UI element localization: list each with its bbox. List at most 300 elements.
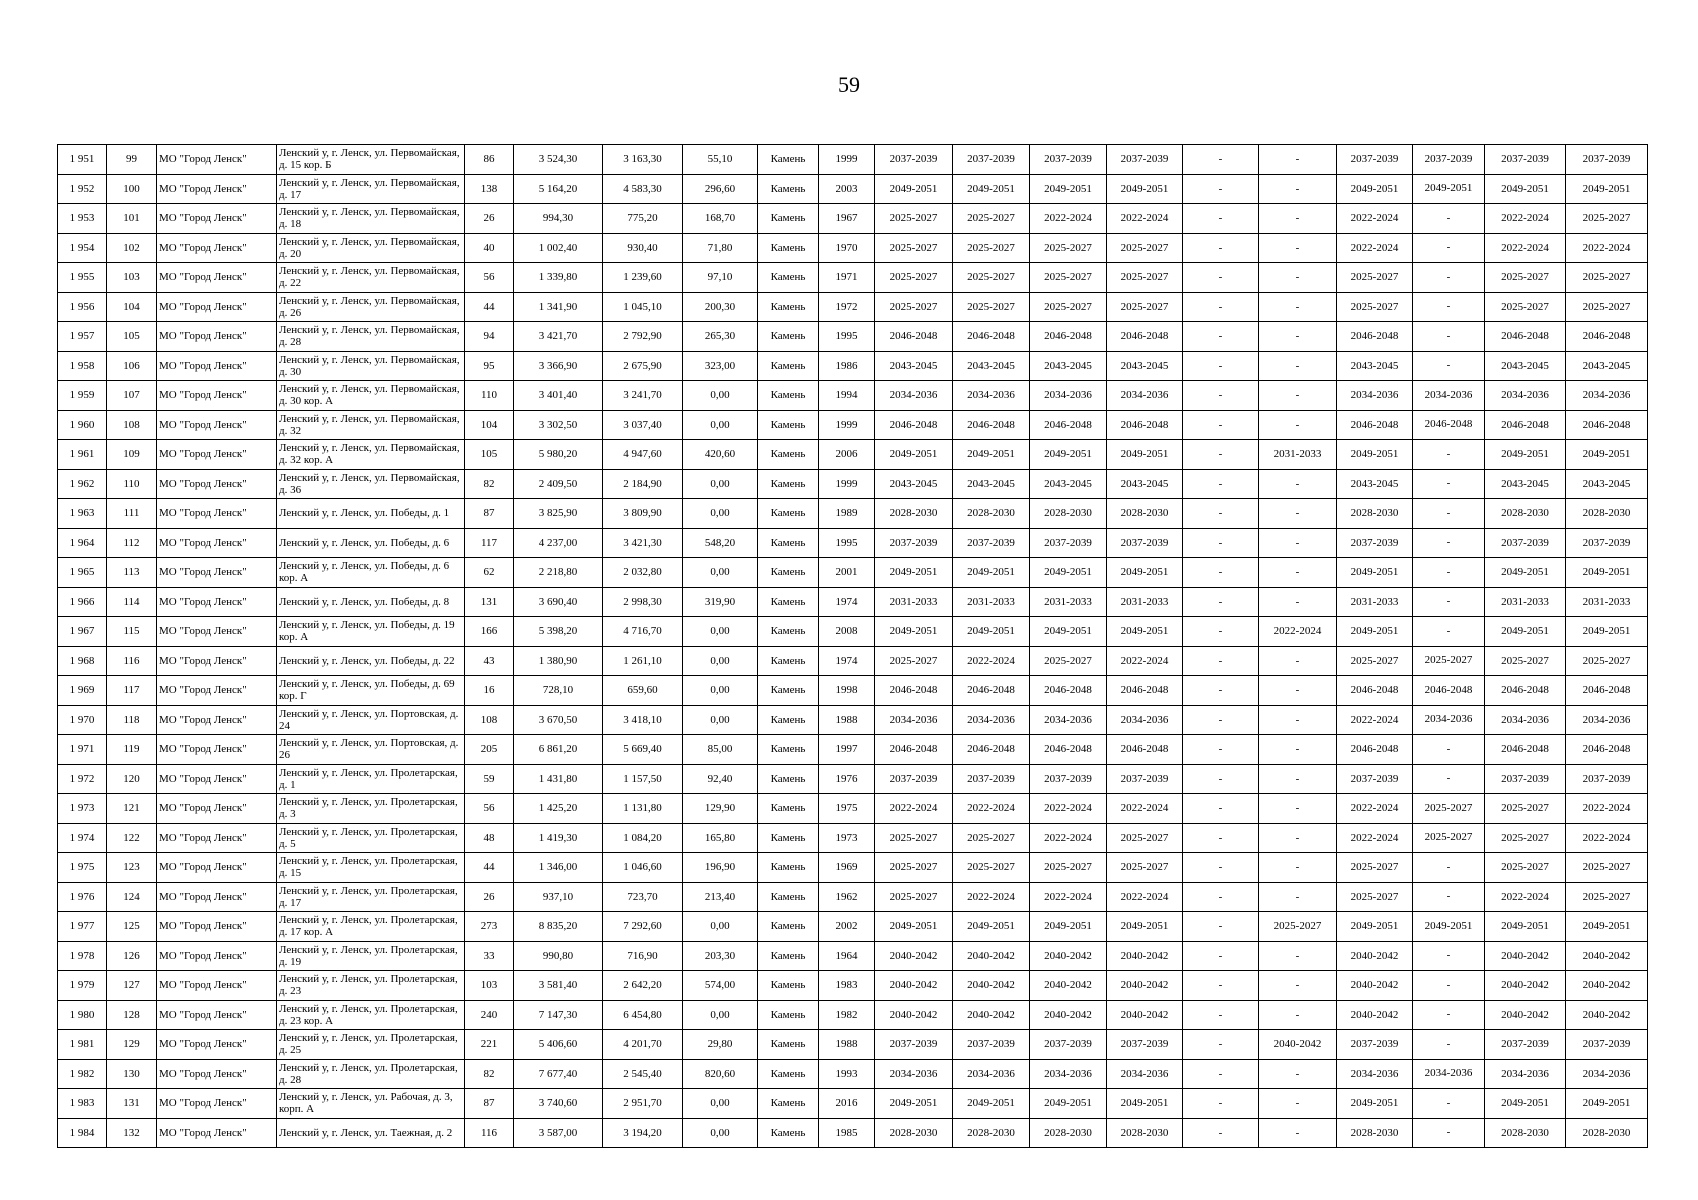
item-number-cell: 104 [107,292,157,322]
wall-material-cell: Камень [758,440,819,470]
address-cell: Ленский у, г. Ленск, ул. Победы, д. 1 [277,499,465,529]
municipality-cell: МО "Город Ленск" [157,1000,277,1030]
build-year-cell: 1974 [819,646,875,676]
period-sewerage-cell: 2049-2051 [1485,1089,1566,1119]
period-foundation-cell: 2025-2027 [1030,233,1107,263]
period-electricity-cell: 2028-2030 [1566,499,1648,529]
build-year-cell: 1995 [819,322,875,352]
total-area-cell: 3 421,70 [514,322,603,352]
period-cold-water-cell: 2043-2045 [1337,351,1413,381]
residents-cell: 94 [465,322,514,352]
residents-cell: 44 [465,853,514,883]
wall-material-cell: Камень [758,853,819,883]
residents-cell: 43 [465,646,514,676]
period-facade-cell: 2040-2042 [953,941,1030,971]
nonresidential-area-cell: 85,00 [683,735,758,765]
period-heating-cell: - [1259,292,1337,322]
period-electricity-cell: 2037-2039 [1566,145,1648,175]
period-facade-cell: 2046-2048 [953,676,1030,706]
living-area-cell: 1 239,60 [603,263,683,293]
wall-material-cell: Камень [758,292,819,322]
total-area-cell: 1 339,80 [514,263,603,293]
table-row [58,145,1648,175]
row-number-cell: 1 955 [58,263,107,293]
period-facade-cell: 2037-2039 [953,1030,1030,1060]
wall-material-cell: Камень [758,941,819,971]
total-area-cell: 1 425,20 [514,794,603,824]
residents-cell: 108 [465,705,514,735]
period-roof-cell: 2049-2051 [875,617,953,647]
period-roof-cell: 2037-2039 [875,145,953,175]
item-number-cell: 105 [107,322,157,352]
total-area-cell: 5 406,60 [514,1030,603,1060]
period-roof-cell: 2034-2036 [875,381,953,411]
item-number-cell: 101 [107,204,157,234]
row-number-cell: 1 970 [58,705,107,735]
period-elevator-cell: - [1183,381,1259,411]
period-cold-water-cell: 2046-2048 [1337,676,1413,706]
period-basement-cell: 2037-2039 [1107,1030,1183,1060]
nonresidential-area-cell: 323,00 [683,351,758,381]
address-cell: Ленский у, г. Ленск, ул. Пролетарская, д. 15 [277,853,465,883]
row-number-cell: 1 951 [58,145,107,175]
period-heating-cell: - [1259,882,1337,912]
period-hot-water-cell: - [1413,617,1485,647]
build-year-cell: 1972 [819,292,875,322]
period-hot-water-cell: - [1413,1000,1485,1030]
period-basement-cell: 2049-2051 [1107,440,1183,470]
build-year-cell: 1975 [819,794,875,824]
period-electricity-cell: 2049-2051 [1566,912,1648,942]
period-facade-cell: 2031-2033 [953,587,1030,617]
municipality-cell: МО "Город Ленск" [157,941,277,971]
period-hot-water-cell: 2037-2039 [1413,145,1485,175]
period-electricity-cell: 2046-2048 [1566,410,1648,440]
municipality-cell: МО "Город Ленск" [157,499,277,529]
period-roof-cell: 2043-2045 [875,469,953,499]
period-elevator-cell: - [1183,587,1259,617]
period-roof-cell: 2025-2027 [875,823,953,853]
period-heating-cell: - [1259,941,1337,971]
period-cold-water-cell: 2025-2027 [1337,646,1413,676]
total-area-cell: 5 980,20 [514,440,603,470]
period-foundation-cell: 2049-2051 [1030,1089,1107,1119]
period-roof-cell: 2025-2027 [875,646,953,676]
wall-material-cell: Камень [758,351,819,381]
municipality-cell: МО "Город Ленск" [157,646,277,676]
period-elevator-cell: - [1183,1118,1259,1148]
period-roof-cell: 2025-2027 [875,882,953,912]
period-roof-cell: 2049-2051 [875,912,953,942]
build-year-cell: 1964 [819,941,875,971]
wall-material-cell: Камень [758,174,819,204]
wall-material-cell: Камень [758,410,819,440]
municipality-cell: МО "Город Ленск" [157,322,277,352]
period-facade-cell: 2025-2027 [953,233,1030,263]
residents-cell: 56 [465,263,514,293]
nonresidential-area-cell: 165,80 [683,823,758,853]
table-row [58,735,1648,765]
period-cold-water-cell: 2028-2030 [1337,1118,1413,1148]
period-heating-cell: - [1259,233,1337,263]
period-sewerage-cell: 2028-2030 [1485,499,1566,529]
municipality-cell: МО "Город Ленск" [157,1059,277,1089]
address-cell: Ленский у, г. Ленск, ул. Таежная, д. 2 [277,1118,465,1148]
period-elevator-cell: - [1183,204,1259,234]
residents-cell: 48 [465,823,514,853]
total-area-cell: 7 677,40 [514,1059,603,1089]
period-basement-cell: 2043-2045 [1107,351,1183,381]
period-sewerage-cell: 2040-2042 [1485,971,1566,1001]
period-heating-cell: - [1259,1118,1337,1148]
wall-material-cell: Камень [758,735,819,765]
item-number-cell: 110 [107,469,157,499]
period-basement-cell: 2025-2027 [1107,823,1183,853]
residents-cell: 16 [465,676,514,706]
residents-cell: 138 [465,174,514,204]
period-facade-cell: 2022-2024 [953,646,1030,676]
table-row [58,853,1648,883]
table-row [58,528,1648,558]
period-electricity-cell: 2028-2030 [1566,1118,1648,1148]
period-hot-water-cell: - [1413,351,1485,381]
residents-cell: 103 [465,971,514,1001]
build-year-cell: 1986 [819,351,875,381]
period-cold-water-cell: 2025-2027 [1337,882,1413,912]
period-electricity-cell: 2046-2048 [1566,676,1648,706]
period-facade-cell: 2043-2045 [953,351,1030,381]
period-elevator-cell: - [1183,823,1259,853]
period-facade-cell: 2049-2051 [953,558,1030,588]
municipality-cell: МО "Город Ленск" [157,233,277,263]
period-hot-water-cell: - [1413,1089,1485,1119]
period-basement-cell: 2049-2051 [1107,558,1183,588]
table-row [58,1000,1648,1030]
municipality-cell: МО "Город Ленск" [157,558,277,588]
table-row [58,558,1648,588]
address-cell: Ленский у, г. Ленск, ул. Пролетарская, д. 25 [277,1030,465,1060]
living-area-cell: 4 583,30 [603,174,683,204]
nonresidential-area-cell: 97,10 [683,263,758,293]
period-sewerage-cell: 2049-2051 [1485,174,1566,204]
period-basement-cell: 2040-2042 [1107,971,1183,1001]
period-sewerage-cell: 2022-2024 [1485,204,1566,234]
total-area-cell: 3 740,60 [514,1089,603,1119]
period-roof-cell: 2025-2027 [875,292,953,322]
period-hot-water-cell: - [1413,587,1485,617]
wall-material-cell: Камень [758,617,819,647]
municipality-cell: МО "Город Ленск" [157,204,277,234]
build-year-cell: 1988 [819,1030,875,1060]
row-number-cell: 1 965 [58,558,107,588]
living-area-cell: 2 675,90 [603,351,683,381]
period-sewerage-cell: 2031-2033 [1485,587,1566,617]
period-electricity-cell: 2040-2042 [1566,1000,1648,1030]
period-facade-cell: 2046-2048 [953,410,1030,440]
period-roof-cell: 2022-2024 [875,794,953,824]
period-sewerage-cell: 2037-2039 [1485,528,1566,558]
residents-cell: 56 [465,794,514,824]
table-row [58,174,1648,204]
build-year-cell: 1999 [819,469,875,499]
period-roof-cell: 2034-2036 [875,1059,953,1089]
residents-cell: 44 [465,292,514,322]
period-elevator-cell: - [1183,912,1259,942]
row-number-cell: 1 972 [58,764,107,794]
wall-material-cell: Камень [758,646,819,676]
address-cell: Ленский у, г. Ленск, ул. Первомайская, д. 36 [277,469,465,499]
nonresidential-area-cell: 0,00 [683,499,758,529]
row-number-cell: 1 967 [58,617,107,647]
residents-cell: 86 [465,145,514,175]
build-year-cell: 1993 [819,1059,875,1089]
residents-cell: 105 [465,440,514,470]
build-year-cell: 2001 [819,558,875,588]
item-number-cell: 123 [107,853,157,883]
build-year-cell: 1971 [819,263,875,293]
build-year-cell: 1999 [819,410,875,440]
nonresidential-area-cell: 420,60 [683,440,758,470]
total-area-cell: 3 670,50 [514,705,603,735]
period-electricity-cell: 2031-2033 [1566,587,1648,617]
period-facade-cell: 2034-2036 [953,705,1030,735]
period-electricity-cell: 2034-2036 [1566,705,1648,735]
address-cell: Ленский у, г. Ленск, ул. Победы, д. 8 [277,587,465,617]
municipality-cell: МО "Город Ленск" [157,1118,277,1148]
row-number-cell: 1 959 [58,381,107,411]
nonresidential-area-cell: 0,00 [683,1089,758,1119]
period-sewerage-cell: 2034-2036 [1485,381,1566,411]
period-heating-cell: - [1259,646,1337,676]
item-number-cell: 116 [107,646,157,676]
period-basement-cell: 2034-2036 [1107,705,1183,735]
row-number-cell: 1 971 [58,735,107,765]
period-elevator-cell: - [1183,941,1259,971]
period-electricity-cell: 2046-2048 [1566,322,1648,352]
item-number-cell: 112 [107,528,157,558]
table-row [58,823,1648,853]
period-foundation-cell: 2037-2039 [1030,1030,1107,1060]
item-number-cell: 109 [107,440,157,470]
period-hot-water-cell: - [1413,528,1485,558]
period-roof-cell: 2046-2048 [875,676,953,706]
period-electricity-cell: 2034-2036 [1566,1059,1648,1089]
period-hot-water-cell: 2025-2027 [1413,823,1485,853]
period-elevator-cell: - [1183,263,1259,293]
item-number-cell: 103 [107,263,157,293]
nonresidential-area-cell: 200,30 [683,292,758,322]
period-basement-cell: 2040-2042 [1107,1000,1183,1030]
row-number-cell: 1 961 [58,440,107,470]
build-year-cell: 1970 [819,233,875,263]
row-number-cell: 1 977 [58,912,107,942]
period-electricity-cell: 2025-2027 [1566,646,1648,676]
period-roof-cell: 2025-2027 [875,233,953,263]
living-area-cell: 4 716,70 [603,617,683,647]
total-area-cell: 728,10 [514,676,603,706]
municipality-cell: МО "Город Ленск" [157,1089,277,1119]
period-cold-water-cell: 2031-2033 [1337,587,1413,617]
period-sewerage-cell: 2049-2051 [1485,558,1566,588]
wall-material-cell: Камень [758,676,819,706]
living-area-cell: 6 454,80 [603,1000,683,1030]
period-elevator-cell: - [1183,853,1259,883]
period-heating-cell: 2031-2033 [1259,440,1337,470]
period-facade-cell: 2025-2027 [953,823,1030,853]
period-basement-cell: 2028-2030 [1107,1118,1183,1148]
build-year-cell: 1969 [819,853,875,883]
address-cell: Ленский у, г. Ленск, ул. Пролетарская, д. 5 [277,823,465,853]
period-cold-water-cell: 2040-2042 [1337,1000,1413,1030]
period-cold-water-cell: 2025-2027 [1337,263,1413,293]
period-roof-cell: 2049-2051 [875,440,953,470]
residents-cell: 87 [465,1089,514,1119]
wall-material-cell: Камень [758,558,819,588]
total-area-cell: 5 164,20 [514,174,603,204]
period-electricity-cell: 2022-2024 [1566,823,1648,853]
item-number-cell: 107 [107,381,157,411]
period-basement-cell: 2037-2039 [1107,764,1183,794]
address-cell: Ленский у, г. Ленск, ул. Пролетарская, д. 28 [277,1059,465,1089]
period-heating-cell: - [1259,587,1337,617]
period-facade-cell: 2025-2027 [953,292,1030,322]
period-cold-water-cell: 2049-2051 [1337,558,1413,588]
residents-cell: 40 [465,233,514,263]
nonresidential-area-cell: 0,00 [683,912,758,942]
total-area-cell: 3 587,00 [514,1118,603,1148]
period-foundation-cell: 2043-2045 [1030,351,1107,381]
period-sewerage-cell: 2037-2039 [1485,1030,1566,1060]
period-foundation-cell: 2025-2027 [1030,292,1107,322]
row-number-cell: 1 984 [58,1118,107,1148]
period-foundation-cell: 2049-2051 [1030,912,1107,942]
total-area-cell: 1 419,30 [514,823,603,853]
period-heating-cell: - [1259,174,1337,204]
period-sewerage-cell: 2043-2045 [1485,351,1566,381]
period-facade-cell: 2034-2036 [953,1059,1030,1089]
residents-cell: 117 [465,528,514,558]
total-area-cell: 6 861,20 [514,735,603,765]
period-basement-cell: 2025-2027 [1107,292,1183,322]
address-cell: Ленский у, г. Ленск, ул. Пролетарская, д. 17 [277,882,465,912]
period-hot-water-cell: - [1413,971,1485,1001]
nonresidential-area-cell: 0,00 [683,381,758,411]
period-roof-cell: 2025-2027 [875,853,953,883]
total-area-cell: 1 002,40 [514,233,603,263]
period-sewerage-cell: 2022-2024 [1485,233,1566,263]
item-number-cell: 121 [107,794,157,824]
period-heating-cell: - [1259,528,1337,558]
municipality-cell: МО "Город Ленск" [157,705,277,735]
wall-material-cell: Камень [758,469,819,499]
period-heating-cell: - [1259,351,1337,381]
period-electricity-cell: 2037-2039 [1566,1030,1648,1060]
address-cell: Ленский у, г. Ленск, ул. Первомайская, д. 17 [277,174,465,204]
period-foundation-cell: 2046-2048 [1030,735,1107,765]
period-cold-water-cell: 2046-2048 [1337,410,1413,440]
build-year-cell: 1989 [819,499,875,529]
row-number-cell: 1 983 [58,1089,107,1119]
period-elevator-cell: - [1183,705,1259,735]
period-roof-cell: 2046-2048 [875,735,953,765]
period-hot-water-cell: 2034-2036 [1413,1059,1485,1089]
period-hot-water-cell: 2025-2027 [1413,794,1485,824]
total-area-cell: 1 380,90 [514,646,603,676]
municipality-cell: МО "Город Ленск" [157,528,277,558]
period-facade-cell: 2028-2030 [953,1118,1030,1148]
period-elevator-cell: - [1183,469,1259,499]
period-hot-water-cell: 2049-2051 [1413,174,1485,204]
total-area-cell: 3 302,50 [514,410,603,440]
period-electricity-cell: 2034-2036 [1566,381,1648,411]
item-number-cell: 99 [107,145,157,175]
table-row [58,1059,1648,1089]
period-elevator-cell: - [1183,558,1259,588]
row-number-cell: 1 966 [58,587,107,617]
period-cold-water-cell: 2040-2042 [1337,971,1413,1001]
period-sewerage-cell: 2046-2048 [1485,410,1566,440]
living-area-cell: 4 947,60 [603,440,683,470]
wall-material-cell: Камень [758,823,819,853]
total-area-cell: 7 147,30 [514,1000,603,1030]
period-basement-cell: 2046-2048 [1107,322,1183,352]
period-cold-water-cell: 2043-2045 [1337,469,1413,499]
period-sewerage-cell: 2034-2036 [1485,1059,1566,1089]
period-roof-cell: 2037-2039 [875,1030,953,1060]
total-area-cell: 994,30 [514,204,603,234]
living-area-cell: 659,60 [603,676,683,706]
period-electricity-cell: 2049-2051 [1566,174,1648,204]
address-cell: Ленский у, г. Ленск, ул. Первомайская, д. 26 [277,292,465,322]
item-number-cell: 106 [107,351,157,381]
total-area-cell: 2 409,50 [514,469,603,499]
wall-material-cell: Камень [758,1030,819,1060]
period-heating-cell: - [1259,1059,1337,1089]
period-basement-cell: 2046-2048 [1107,676,1183,706]
build-year-cell: 2008 [819,617,875,647]
period-hot-water-cell: 2046-2048 [1413,410,1485,440]
municipality-cell: МО "Город Ленск" [157,676,277,706]
period-basement-cell: 2034-2036 [1107,1059,1183,1089]
row-number-cell: 1 954 [58,233,107,263]
period-elevator-cell: - [1183,145,1259,175]
period-foundation-cell: 2022-2024 [1030,882,1107,912]
nonresidential-area-cell: 0,00 [683,1000,758,1030]
period-roof-cell: 2031-2033 [875,587,953,617]
period-foundation-cell: 2034-2036 [1030,381,1107,411]
municipality-cell: МО "Город Ленск" [157,174,277,204]
wall-material-cell: Камень [758,263,819,293]
period-cold-water-cell: 2046-2048 [1337,735,1413,765]
table-row [58,499,1648,529]
item-number-cell: 111 [107,499,157,529]
period-facade-cell: 2028-2030 [953,499,1030,529]
table-row [58,410,1648,440]
page-number: 59 [838,72,860,97]
period-sewerage-cell: 2049-2051 [1485,440,1566,470]
period-roof-cell: 2049-2051 [875,1089,953,1119]
address-cell: Ленский у, г. Ленск, ул. Пролетарская, д. 23 [277,971,465,1001]
living-area-cell: 716,90 [603,941,683,971]
period-facade-cell: 2049-2051 [953,440,1030,470]
table-row [58,912,1648,942]
residents-cell: 110 [465,381,514,411]
period-cold-water-cell: 2037-2039 [1337,1030,1413,1060]
table-row [58,1030,1648,1060]
living-area-cell: 1 046,60 [603,853,683,883]
address-cell: Ленский у, г. Ленск, ул. Первомайская, д. 18 [277,204,465,234]
period-elevator-cell: - [1183,233,1259,263]
